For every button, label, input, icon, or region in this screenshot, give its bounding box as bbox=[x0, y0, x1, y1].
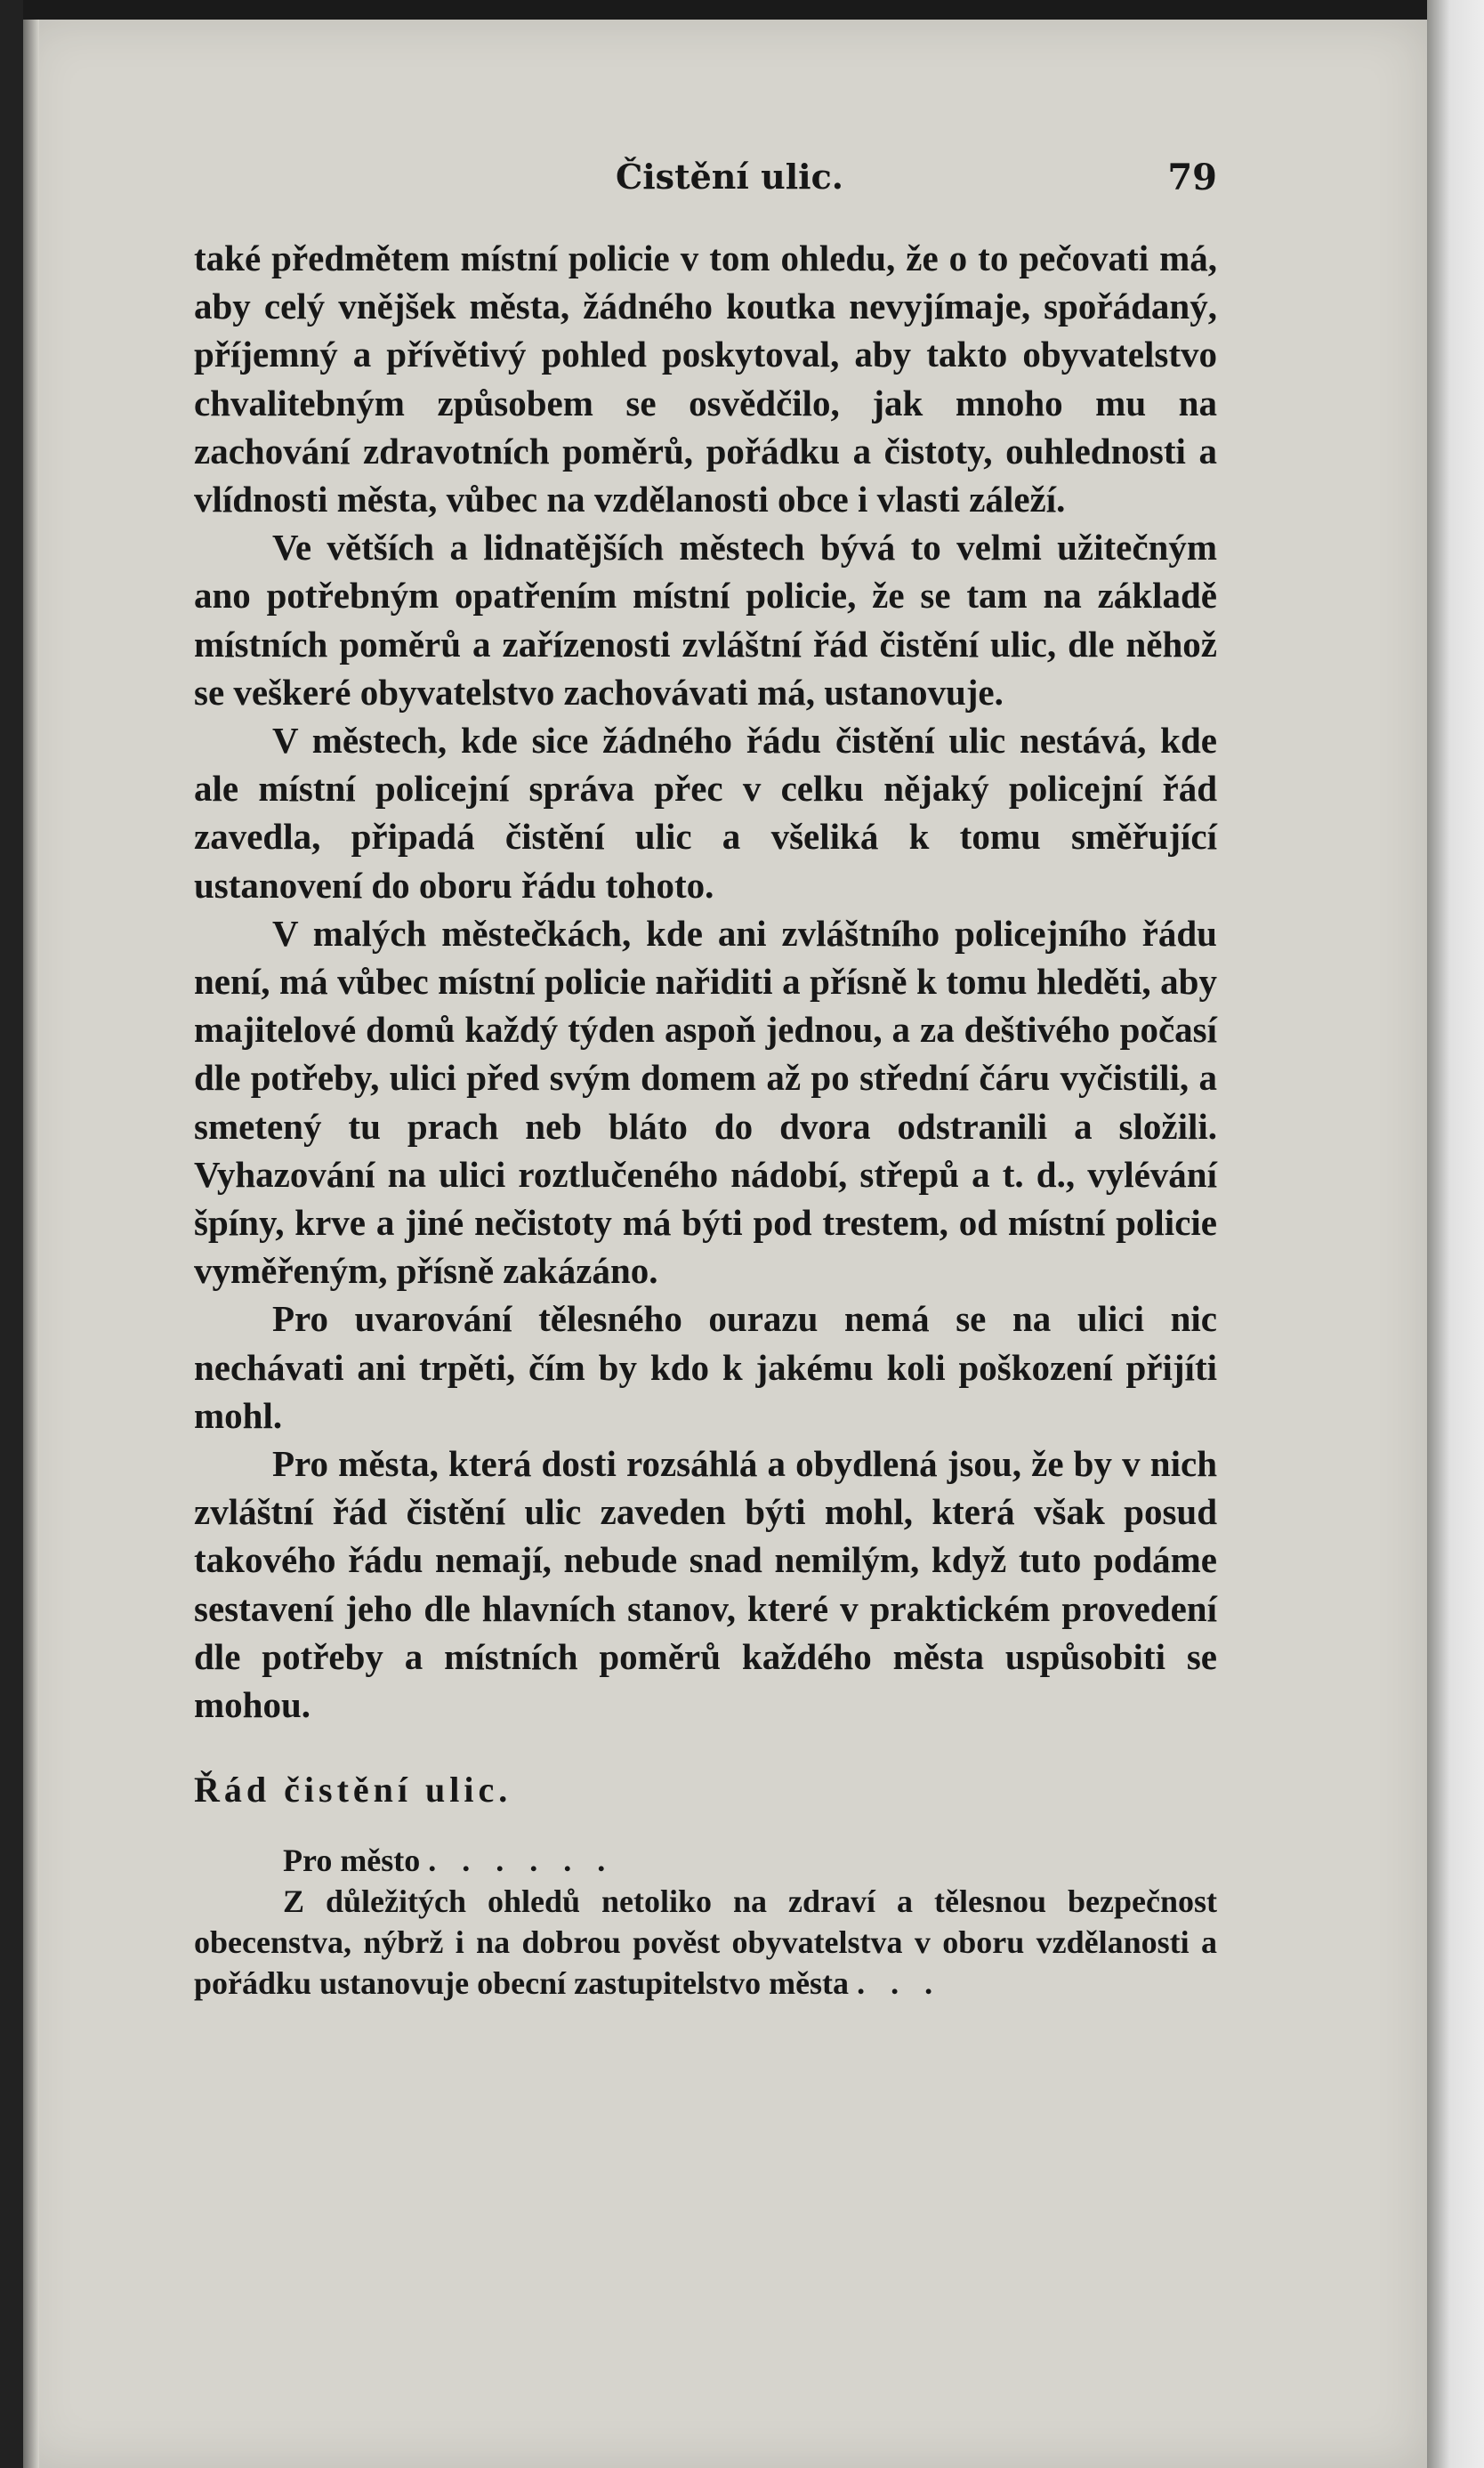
running-title: Čistění ulic. bbox=[616, 157, 843, 197]
intro-dots: . . . . . . bbox=[428, 1842, 615, 1878]
trailing-dots: . . . bbox=[857, 1964, 942, 2001]
ordinance-intro bbox=[194, 1840, 1217, 1881]
paragraph: V malých městečkách, kde ani zvláštního policejního řádu není, má vůbec místní policie nařiditi a přísně k tomu hleděti, aby majitelové domů každý týden aspoň jednou, a za deštivého počasí dle potřeby, ulici před svým domem až po střední čáru vyčistili, a smetený tu prach neb bláto do dvora odstranili a složili. Vyhazování na ulici roztlučeného nádobí, střepů a t. d., vylévání špíny, krve a jiné nečistoty má býti pod trestem, od místní policie vyměřeným, přísně zakázáno. bbox=[194, 912, 1217, 1292]
paragraph-continued: také předmětem místní policie v tom ohledu, že o to pečovati má, aby celý vnějšek města, žádného koutka nevyjímaje, spořádaný, příjemný a přívětivý pohled poskytoval, aby takto obyvatelstvo chvalitebným způsobem se osvědčilo, jak mnoho mu na zachování zdravotních poměrů, pořádku a čistoty, ouhlednosti a vlídnosti města, vůbec na vzdělanosti obce i vlasti záleží. bbox=[194, 238, 1217, 520]
paragraph: V městech, kde sice žádného řádu čistění ulic nestává, kde ale místní policejní správa přec v celku nějaký policejní řád zavedla, připadá čistění ulic a všeliká k tomu směřující ustanovení do oboru řádu tohoto. bbox=[194, 720, 1217, 906]
paragraph: Pro uvarování tělesného ourazu nemá se na ulici nic nechávati ani trpěti, čím by kdo k jakému koli poškození přijíti mohl. bbox=[194, 1298, 1217, 1436]
section-heading: Řád čistění ulic. bbox=[194, 1770, 512, 1811]
page-number: 79 bbox=[1167, 157, 1217, 198]
running-header bbox=[194, 157, 1217, 210]
paragraph: Ve větších a lidnatějších městech bývá to velmi užitečným ano potřebným opatřením místní policie, že se tam na základě místních poměrů a zařízenosti zvláštní řád čistění ulic, dle něhož se veškeré obyvatelstvo zachovávati má, ustanovuje. bbox=[194, 527, 1217, 713]
scan-top-border bbox=[0, 0, 1484, 20]
ordinance-paragraph bbox=[194, 1881, 1217, 2004]
scan-left-border bbox=[0, 0, 23, 2468]
ordinance-body: Z důležitých ohledů netoliko na zdraví a tělesnou bezpečnost obecenstva, nýbrž i na dobrou pověst obyvatelstva v oboru vzdělanosti a pořádku ustanovuje obecní zastupitelstvo města bbox=[194, 1883, 1217, 2001]
scan-right-border bbox=[1427, 0, 1484, 2468]
intro-label: Pro město bbox=[283, 1842, 421, 1878]
ordinance-text bbox=[194, 1840, 1217, 2004]
page-gutter-shadow bbox=[23, 20, 39, 2468]
page-body bbox=[194, 234, 1217, 2004]
paragraph: Pro města, která dosti rozsáhlá a obydlená jsou, že by v nich zvláštní řád čistění ulic zaveden býti mohl, která však posud takového řádu nemají, nebude snad nemilým, když tuto podáme sestavení jeho dle hlavních stanov, které v praktickém provedení dle potřeby a místních poměrů každého města uspůsobiti se mohou. bbox=[194, 1443, 1217, 1726]
